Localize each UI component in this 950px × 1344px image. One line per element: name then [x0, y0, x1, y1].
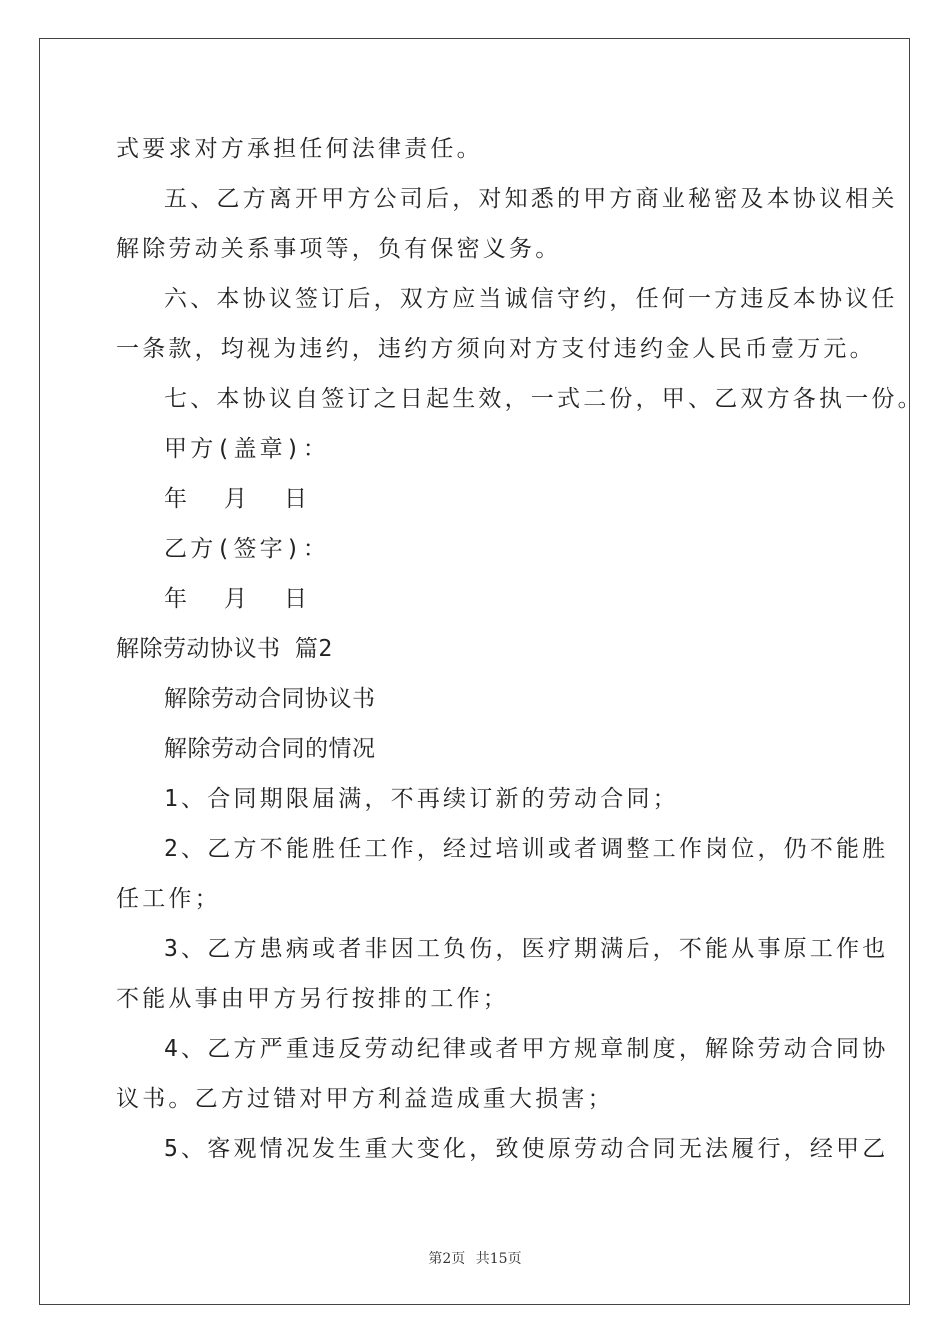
list-item: 3、乙方患病或者非因工负伤，医疗期满后，不能从事原工作也: [164, 936, 889, 962]
list-item-continuation: 议书。乙方过错对甲方利益造成重大损害；: [116, 1086, 614, 1112]
list-item-continuation: 任工作；: [116, 886, 221, 912]
page-total: 共15页: [475, 1251, 522, 1267]
party-b-signature-label: 乙方(签字)：: [164, 536, 330, 562]
page-footer: [0, 1248, 950, 1268]
date-month-label: 月: [224, 486, 247, 512]
page-number: 第2页: [428, 1251, 466, 1267]
date-year-label: 年: [164, 486, 187, 512]
list-item-continuation: 不能从事由甲方另行按排的工作；: [116, 986, 509, 1012]
date-day-label: 日: [284, 586, 307, 612]
paragraph-line: 一条款，均视为违约，违约方须向对方支付违约金人民币壹万元。: [116, 336, 876, 362]
document-title: 解除劳动合同协议书: [164, 686, 376, 712]
paragraph-line: 解除劳动关系事项等，负有保密义务。: [116, 236, 562, 262]
subheading: 解除劳动合同的情况: [164, 736, 376, 762]
date-day-label: 日: [284, 486, 307, 512]
paragraph-line: 七、本协议自签订之日起生效，一式二份，甲、乙双方各执一份。: [164, 386, 924, 412]
date-month-label: 月: [224, 586, 247, 612]
list-item: 4、乙方严重违反劳动纪律或者甲方规章制度，解除劳动合同协: [164, 1036, 889, 1062]
party-a-seal-label: 甲方(盖章)：: [164, 436, 330, 462]
paragraph-line: 五、乙方离开甲方公司后，对知悉的甲方商业秘密及本协议相关: [164, 186, 898, 212]
list-item: 5、客观情况发生重大变化，致使原劳动合同无法履行，经甲乙: [164, 1136, 889, 1162]
list-item: 2、乙方不能胜任工作，经过培训或者调整工作岗位，仍不能胜: [164, 836, 889, 862]
paragraph-line: 六、本协议签订后，双方应当诚信守约，任何一方违反本协议任: [164, 286, 898, 312]
date-year-label: 年: [164, 586, 187, 612]
list-item: 1、合同期限届满，不再续订新的劳动合同；: [164, 786, 679, 812]
paragraph-line: 式要求对方承担任何法律责任。: [116, 136, 483, 162]
section-heading: 解除劳动协议书 篇2: [116, 636, 333, 662]
